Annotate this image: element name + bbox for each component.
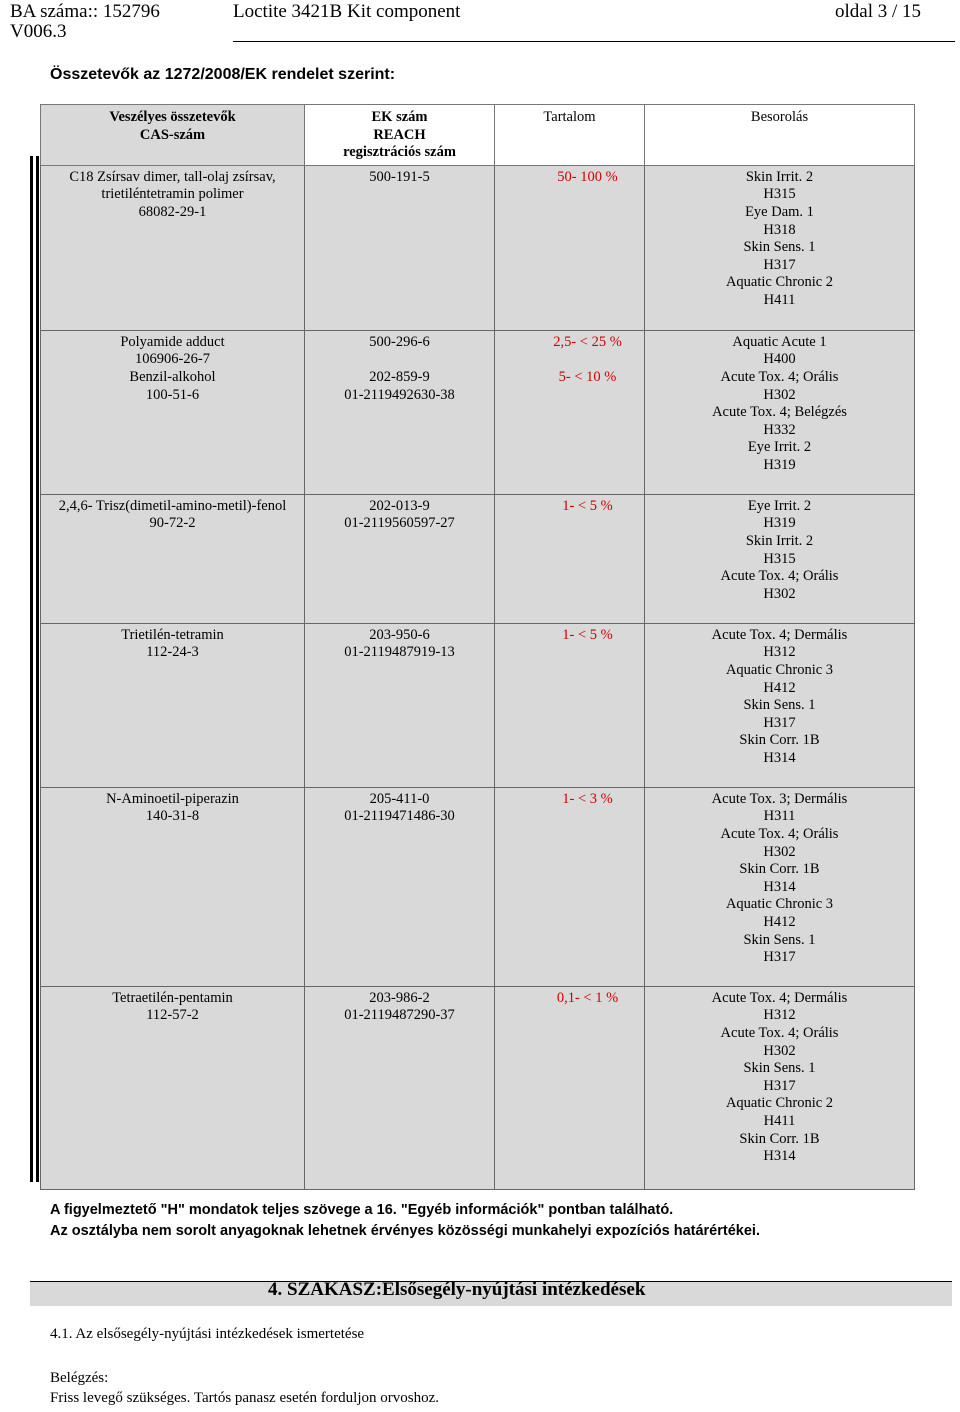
- classification-line: H412: [763, 679, 796, 696]
- inhalation-label: Belégzés:: [50, 1370, 109, 1386]
- component-name-line: C18 Zsírsav dimer, tall-olaj zsírsav,: [69, 168, 276, 185]
- components-table: [40, 104, 915, 1190]
- classification-line: H302: [763, 585, 796, 602]
- header-classification: Besorolás: [645, 105, 915, 166]
- ba-number: BA száma:: 152796: [10, 1, 160, 22]
- ek-number-line: [309, 351, 490, 369]
- concentration-cell: [495, 165, 645, 330]
- ek-number-line: 203-950-6: [369, 626, 430, 643]
- ek-number-line: 202-859-9: [369, 368, 430, 385]
- ek-number-line: 500-191-5: [369, 168, 430, 185]
- ek-number-cell: [305, 494, 495, 623]
- classification-line: Eye Dam. 1: [745, 203, 814, 220]
- concentration-cell: [495, 330, 645, 494]
- classification-line: Skin Irrit. 2: [745, 168, 814, 185]
- table-header-row: [41, 105, 915, 166]
- ek-number-line: 01-2119492630-38: [344, 386, 455, 403]
- revision-bars: [30, 156, 40, 1182]
- classification-line: H317: [763, 1077, 796, 1094]
- section-4-1-subtitle: 4.1. Az elsősegély-nyújtási intézkedések ismertetése: [50, 1326, 365, 1342]
- classification-cell: [645, 330, 915, 494]
- classification-cell: [645, 165, 915, 330]
- table-row: [41, 986, 915, 1189]
- component-name-cell: [41, 623, 305, 787]
- classification-line: Acute Tox. 3; Dermális: [711, 790, 848, 807]
- table-row: [41, 787, 915, 986]
- component-name-line: Polyamide adduct: [120, 333, 225, 350]
- concentration-cell: [495, 787, 645, 986]
- component-name-line: 90-72-2: [149, 515, 196, 532]
- concentration-line: [535, 351, 640, 369]
- classification-cell: [645, 986, 915, 1189]
- inhalation-text: Friss levegő szükséges. Tartós panasz esetén forduljon orvoshoz.: [50, 1390, 440, 1406]
- table-row: [41, 330, 915, 494]
- classification-line: H314: [763, 878, 796, 895]
- concentration-cell: [495, 986, 645, 1189]
- classification-line: H302: [763, 1042, 796, 1059]
- component-name-line: Benzil-alkohol: [129, 368, 216, 385]
- classification-line: Aquatic Chronic 2: [725, 1095, 834, 1112]
- classification-line: H400: [763, 351, 796, 368]
- component-name-line: 2,4,6- Trisz(dimetil-amino-metil)-fenol: [58, 497, 287, 514]
- classification-line: Acute Tox. 4; Orális: [720, 368, 839, 385]
- classification-cell: [645, 494, 915, 623]
- version-number: V006.3: [10, 21, 67, 42]
- concentration-line: 1- < 5 %: [562, 626, 613, 643]
- component-name-line: Tetraetilén-pentamin: [112, 989, 233, 1006]
- classification-line: Skin Sens. 1: [743, 697, 816, 714]
- concentration-cell: [495, 494, 645, 623]
- classification-line: H317: [763, 256, 796, 273]
- revision-bar: [30, 156, 33, 1182]
- table-row: [41, 623, 915, 787]
- classification-line: H311: [763, 808, 796, 825]
- concentration-line: 5- < 10 %: [558, 368, 617, 385]
- concentration-cell: [495, 623, 645, 787]
- classification-line: H302: [763, 843, 796, 860]
- classification-line: H302: [763, 386, 796, 403]
- classification-line: H319: [763, 456, 796, 473]
- classification-line: Skin Sens. 1: [743, 239, 816, 256]
- ek-number-cell: [305, 623, 495, 787]
- component-name-cell: [41, 330, 305, 494]
- component-name-cell: [41, 165, 305, 330]
- ek-number-line: 202-013-9: [369, 497, 430, 514]
- ek-number-cell: [305, 986, 495, 1189]
- classification-line: Skin Corr. 1B: [739, 732, 820, 749]
- ek-number-cell: [305, 165, 495, 330]
- concentration-line: 1- < 3 %: [562, 790, 613, 807]
- classification-line: H332: [763, 421, 796, 438]
- section-4-title: 4. SZAKASZ:Elsősegély-nyújtási intézkedések: [268, 1279, 646, 1300]
- ek-number-line: 205-411-0: [369, 790, 430, 807]
- classification-line: H314: [763, 749, 796, 766]
- classification-line: H312: [763, 644, 796, 661]
- classification-line: Acute Tox. 4; Orális: [720, 825, 839, 842]
- ek-number-cell: [305, 330, 495, 494]
- classification-line: H412: [763, 913, 796, 930]
- classification-line: Aquatic Acute 1: [732, 333, 827, 350]
- h-statements-note: A figyelmeztető "H" mondatok teljes szövege a 16. "Egyéb információk" pontban található.: [50, 1202, 674, 1218]
- classification-line: H315: [763, 550, 796, 567]
- classification-line: Aquatic Chronic 2: [725, 274, 834, 291]
- component-name-cell: [41, 494, 305, 623]
- classification-line: Acute Tox. 4; Dermális: [711, 989, 848, 1006]
- classification-line: Eye Irrit. 2: [747, 497, 812, 514]
- component-name-line: N-Aminoetil-piperazin: [106, 790, 239, 807]
- classification-line: H318: [763, 221, 796, 238]
- component-name-line: trietiléntetramin polimer: [101, 186, 244, 203]
- classification-line: H312: [763, 1007, 796, 1024]
- table-row: [41, 165, 915, 330]
- component-name-cell: [41, 787, 305, 986]
- classification-line: H317: [763, 714, 796, 731]
- revision-bar: [36, 156, 39, 1182]
- classification-line: H317: [763, 949, 796, 966]
- header-hazardous-components: Veszélyes összetevők CAS-szám: [41, 105, 305, 166]
- ek-number-line: 01-2119487919-13: [344, 644, 455, 661]
- header-content: Tartalom: [495, 105, 645, 166]
- product-name: Loctite 3421B Kit component: [233, 1, 461, 22]
- ek-number-line: 01-2119487290-37: [344, 1007, 455, 1024]
- concentration-line: 2,5- < 25 %: [553, 333, 622, 350]
- page-number: oldal 3 / 15: [835, 1, 922, 22]
- oel-note: Az osztályba nem sorolt anyagoknak lehetnek érvényes közösségi munkahelyi expozíciós határértékei.: [50, 1223, 760, 1239]
- ek-number-line: 500-296-6: [369, 333, 430, 350]
- classification-line: Eye Irrit. 2: [747, 439, 812, 456]
- ek-number-line: 01-2119471486-30: [344, 808, 455, 825]
- document-header: [0, 0, 960, 44]
- components-table-wrapper: [30, 104, 914, 1182]
- classification-line: Skin Sens. 1: [743, 931, 816, 948]
- component-name-line: 112-24-3: [146, 644, 199, 661]
- classification-line: Aquatic Chronic 3: [725, 661, 834, 678]
- classification-line: Acute Tox. 4; Orális: [720, 1024, 839, 1041]
- classification-line: Aquatic Chronic 3: [725, 896, 834, 913]
- ek-number-cell: [305, 787, 495, 986]
- classification-line: Skin Irrit. 2: [745, 532, 814, 549]
- concentration-line: 0,1- < 1 %: [556, 989, 619, 1006]
- ek-number-line: 01-2119560597-27: [344, 515, 455, 532]
- classification-line: Skin Corr. 1B: [739, 861, 820, 878]
- classification-cell: [645, 787, 915, 986]
- classification-line: Acute Tox. 4; Orális: [720, 568, 839, 585]
- table-row: [41, 494, 915, 623]
- classification-line: H411: [763, 291, 796, 308]
- component-name-line: 112-57-2: [146, 1007, 199, 1024]
- component-name-line: 68082-29-1: [138, 203, 207, 220]
- concentration-line: 1- < 5 %: [562, 497, 613, 514]
- header-ek-number: EK szám REACH regisztrációs szám: [305, 105, 495, 166]
- classification-cell: [645, 623, 915, 787]
- component-name-cell: [41, 986, 305, 1189]
- ek-number-line: 203-986-2: [369, 989, 430, 1006]
- section-title: Összetevők az 1272/2008/EK rendelet szerint:: [50, 66, 396, 83]
- header-divider: [233, 41, 955, 42]
- classification-line: H411: [763, 1112, 796, 1129]
- component-name-line: 140-31-8: [145, 808, 200, 825]
- concentration-line: 50- 100 %: [557, 168, 618, 185]
- classification-line: H315: [763, 186, 796, 203]
- classification-line: H314: [763, 1148, 796, 1165]
- classification-line: H319: [763, 515, 796, 532]
- component-name-line: 106906-26-7: [135, 351, 210, 368]
- classification-line: Acute Tox. 4; Dermális: [711, 626, 848, 643]
- classification-line: Skin Sens. 1: [743, 1060, 816, 1077]
- classification-line: Skin Corr. 1B: [739, 1130, 820, 1147]
- component-name-line: 100-51-6: [145, 386, 200, 403]
- classification-line: Acute Tox. 4; Belégzés: [712, 404, 847, 421]
- component-name-line: Trietilén-tetramin: [121, 626, 224, 643]
